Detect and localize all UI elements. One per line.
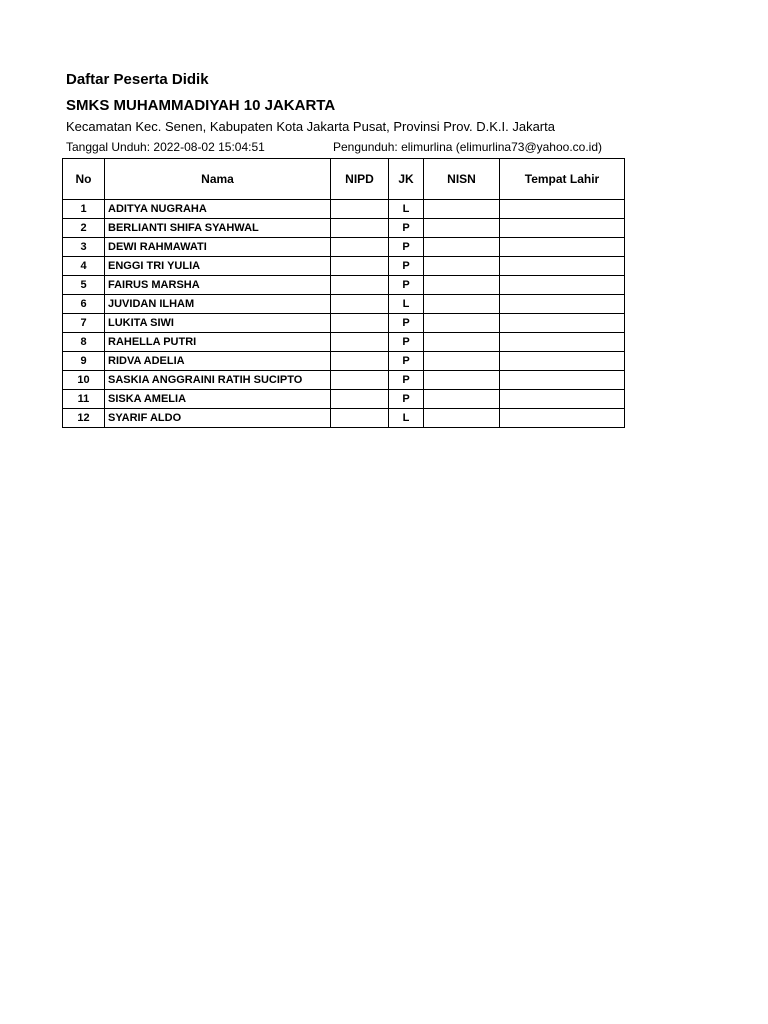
cell-nisn [424, 390, 500, 409]
table-row [63, 200, 625, 219]
cell-no: 2 [63, 219, 105, 238]
cell-nama: SYARIF ALDO [105, 409, 331, 428]
cell-nama: DEWI RAHMAWATI [105, 238, 331, 257]
cell-nama: FAIRUS MARSHA [105, 276, 331, 295]
cell-nisn [424, 409, 500, 428]
table-row [63, 238, 625, 257]
cell-no: 12 [63, 409, 105, 428]
table-row [63, 352, 625, 371]
cell-nisn [424, 295, 500, 314]
cell-tempat-lahir [500, 409, 625, 428]
header-nisn: NISN [424, 159, 500, 200]
student-table [62, 158, 625, 428]
school-name: SMKS MUHAMMADIYAH 10 JAKARTA [66, 97, 336, 114]
cell-jk: L [389, 409, 424, 428]
cell-nama: RAHELLA PUTRI [105, 333, 331, 352]
cell-nama: ADITYA NUGRAHA [105, 200, 331, 219]
cell-nisn [424, 333, 500, 352]
cell-no: 7 [63, 314, 105, 333]
cell-nipd [331, 238, 389, 257]
cell-tempat-lahir [500, 200, 625, 219]
cell-nipd [331, 333, 389, 352]
cell-jk: P [389, 238, 424, 257]
cell-no: 10 [63, 371, 105, 390]
cell-tempat-lahir [500, 333, 625, 352]
cell-tempat-lahir [500, 314, 625, 333]
table-row [63, 371, 625, 390]
cell-nama: ENGGI TRI YULIA [105, 257, 331, 276]
cell-jk: P [389, 314, 424, 333]
cell-jk: P [389, 352, 424, 371]
cell-jk: P [389, 333, 424, 352]
document-title: Daftar Peserta Didik [66, 71, 209, 88]
cell-jk: P [389, 276, 424, 295]
cell-nama: LUKITA SIWI [105, 314, 331, 333]
cell-tempat-lahir [500, 257, 625, 276]
cell-nipd [331, 219, 389, 238]
cell-nisn [424, 352, 500, 371]
cell-tempat-lahir [500, 371, 625, 390]
cell-nipd [331, 295, 389, 314]
cell-nama: RIDVA ADELIA [105, 352, 331, 371]
cell-jk: L [389, 295, 424, 314]
table-row [63, 333, 625, 352]
cell-nipd [331, 390, 389, 409]
header-tempat-lahir: Tempat Lahir [500, 159, 625, 200]
cell-no: 11 [63, 390, 105, 409]
cell-nipd [331, 200, 389, 219]
cell-tempat-lahir [500, 352, 625, 371]
download-date: Tanggal Unduh: 2022-08-02 15:04:51 [66, 140, 265, 154]
cell-nipd [331, 314, 389, 333]
cell-nama: SASKIA ANGGRAINI RATIH SUCIPTO [105, 371, 331, 390]
cell-tempat-lahir [500, 238, 625, 257]
cell-tempat-lahir [500, 390, 625, 409]
table-row [63, 276, 625, 295]
cell-no: 1 [63, 200, 105, 219]
table-row [63, 257, 625, 276]
table-row [63, 409, 625, 428]
cell-no: 8 [63, 333, 105, 352]
cell-nisn [424, 257, 500, 276]
downloader-info: Pengunduh: elimurlina (elimurlina73@yahoo.co.id) [333, 140, 602, 154]
cell-nisn [424, 314, 500, 333]
table-row [63, 295, 625, 314]
cell-nisn [424, 219, 500, 238]
cell-nipd [331, 371, 389, 390]
table-row [63, 390, 625, 409]
cell-tempat-lahir [500, 295, 625, 314]
header-nipd: NIPD [331, 159, 389, 200]
cell-jk: P [389, 390, 424, 409]
cell-no: 6 [63, 295, 105, 314]
cell-nisn [424, 238, 500, 257]
cell-jk: P [389, 219, 424, 238]
cell-jk: P [389, 257, 424, 276]
cell-nipd [331, 409, 389, 428]
cell-tempat-lahir [500, 276, 625, 295]
cell-jk: L [389, 200, 424, 219]
cell-jk: P [389, 371, 424, 390]
cell-nipd [331, 257, 389, 276]
cell-nipd [331, 276, 389, 295]
cell-nisn [424, 276, 500, 295]
header-jk: JK [389, 159, 424, 200]
table-header-row [63, 159, 625, 200]
cell-no: 4 [63, 257, 105, 276]
cell-tempat-lahir [500, 219, 625, 238]
school-location: Kecamatan Kec. Senen, Kabupaten Kota Jakarta Pusat, Provinsi Prov. D.K.I. Jakarta [66, 119, 555, 134]
cell-nisn [424, 371, 500, 390]
cell-nisn [424, 200, 500, 219]
table-row [63, 219, 625, 238]
header-nama: Nama [105, 159, 331, 200]
cell-nama: BERLIANTI SHIFA SYAHWAL [105, 219, 331, 238]
cell-nipd [331, 352, 389, 371]
cell-no: 9 [63, 352, 105, 371]
cell-no: 5 [63, 276, 105, 295]
cell-nama: JUVIDAN ILHAM [105, 295, 331, 314]
cell-nama: SISKA AMELIA [105, 390, 331, 409]
table-row [63, 314, 625, 333]
header-no: No [63, 159, 105, 200]
cell-no: 3 [63, 238, 105, 257]
